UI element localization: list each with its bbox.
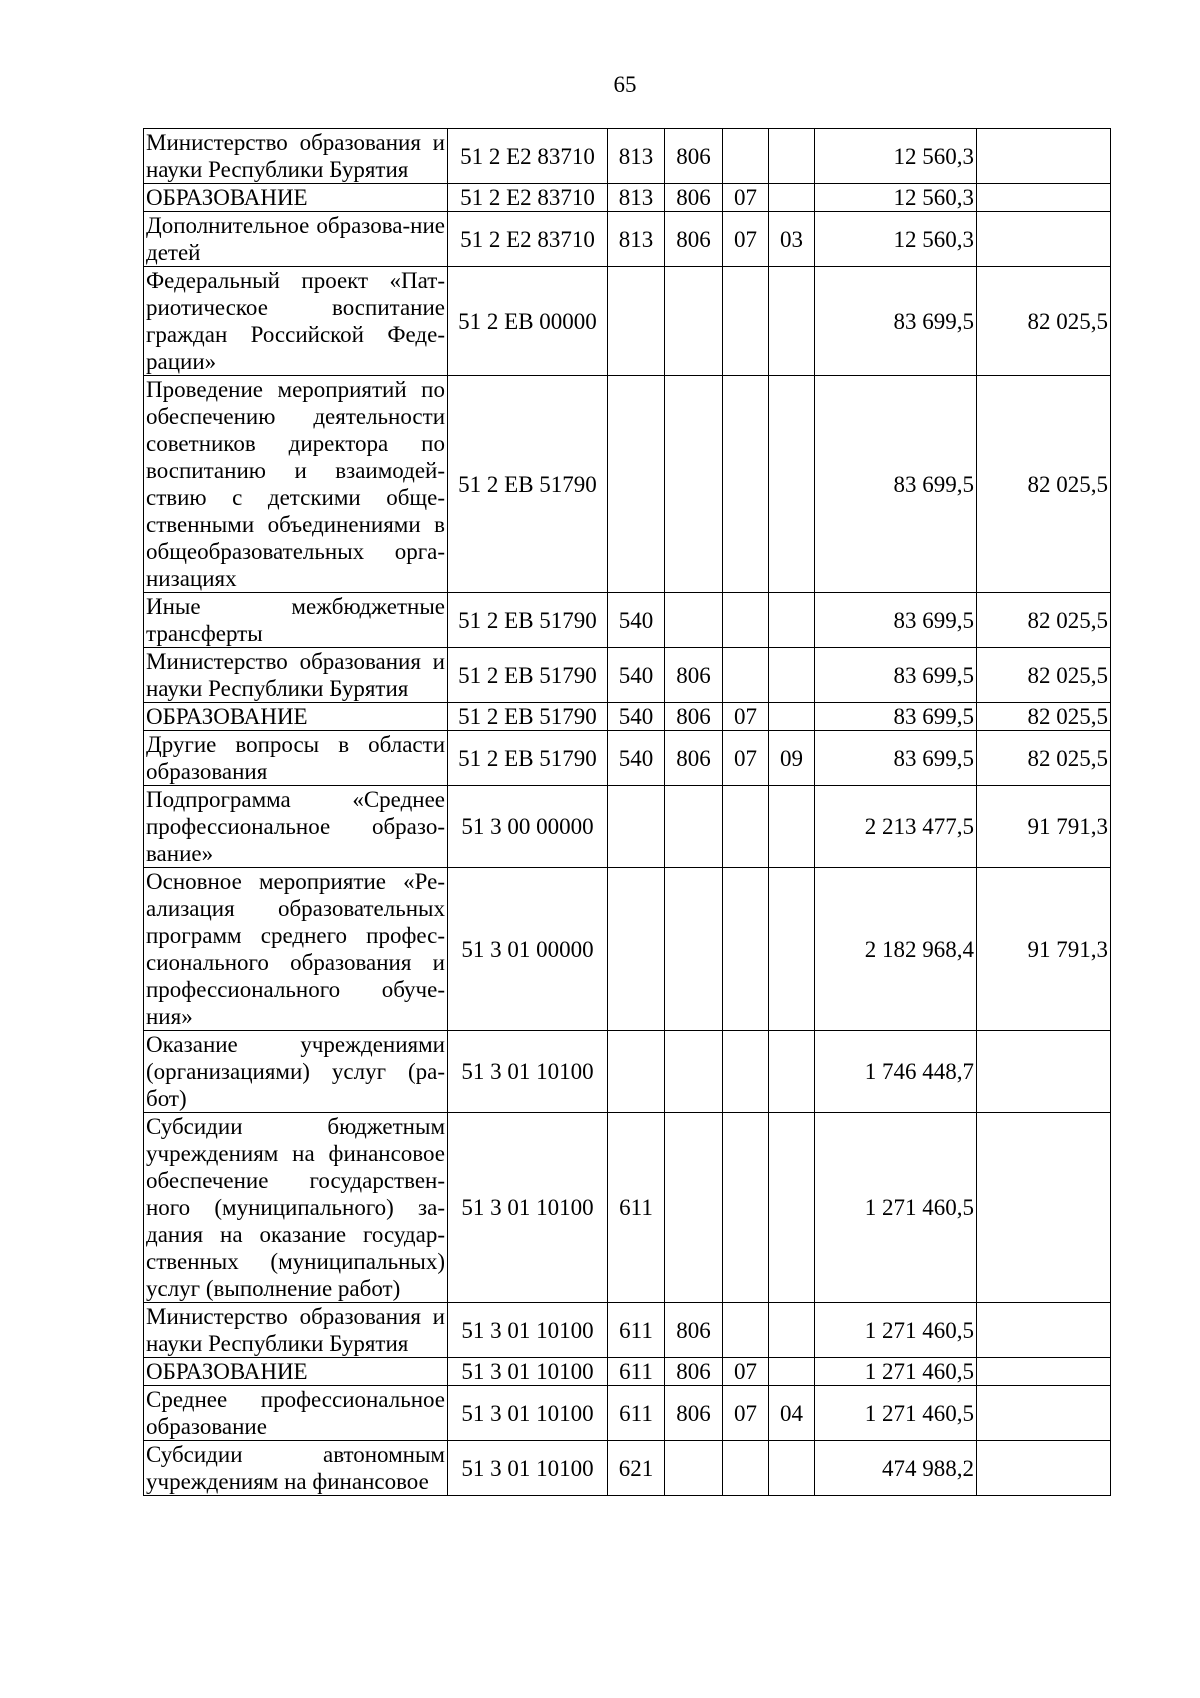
amount-cell: 1 271 460,5 [815, 1303, 977, 1358]
budget-table [143, 128, 1111, 1496]
target-code-cell: 51 3 01 00000 [448, 868, 608, 1031]
expense-type-cell: 611 [608, 1358, 665, 1386]
amount-cell: 12 560,3 [815, 129, 977, 184]
amount-cell: 2 213 477,5 [815, 786, 977, 868]
expense-type-cell [608, 267, 665, 376]
amount-cell: 1 271 460,5 [815, 1113, 977, 1303]
amount-cell: 474 988,2 [815, 1441, 977, 1496]
expense-type-cell: 540 [608, 648, 665, 703]
subsection-cell [769, 1441, 815, 1496]
subsection-cell [769, 786, 815, 868]
section-cell: 07 [723, 184, 769, 212]
target-code-cell: 51 2 EB 00000 [448, 267, 608, 376]
amount-cell: 83 699,5 [815, 267, 977, 376]
target-code-cell: 51 3 00 00000 [448, 786, 608, 868]
section-cell [723, 376, 769, 593]
federal-amount-cell [977, 129, 1111, 184]
amount-cell: 1 271 460,5 [815, 1358, 977, 1386]
federal-amount-cell [977, 1358, 1111, 1386]
federal-amount-cell: 91 791,3 [977, 786, 1111, 868]
federal-amount-cell [977, 1303, 1111, 1358]
ministry-code-cell [665, 376, 723, 593]
subsection-cell: 04 [769, 1386, 815, 1441]
section-cell: 07 [723, 731, 769, 786]
federal-amount-cell: 82 025,5 [977, 703, 1111, 731]
federal-amount-cell: 91 791,3 [977, 868, 1111, 1031]
expense-type-cell: 540 [608, 731, 665, 786]
ministry-code-cell: 806 [665, 648, 723, 703]
section-cell [723, 267, 769, 376]
row-name-cell: Министерство образования и науки Республики Бурятия [144, 648, 448, 703]
subsection-cell [769, 376, 815, 593]
table-row [144, 184, 1111, 212]
ministry-code-cell: 806 [665, 212, 723, 267]
subsection-cell [769, 1031, 815, 1113]
target-code-cell: 51 3 01 10100 [448, 1303, 608, 1358]
expense-type-cell: 611 [608, 1386, 665, 1441]
amount-cell: 83 699,5 [815, 376, 977, 593]
subsection-cell [769, 1113, 815, 1303]
expense-type-cell: 611 [608, 1303, 665, 1358]
table-row [144, 129, 1111, 184]
table-row [144, 593, 1111, 648]
table-row [144, 731, 1111, 786]
section-cell: 07 [723, 703, 769, 731]
row-name-cell: Министерство образования и науки Республики Бурятия [144, 129, 448, 184]
amount-cell: 12 560,3 [815, 184, 977, 212]
row-name-cell: Федеральный проект «Пат-риотическое воспитание граждан Российской Феде-рации» [144, 267, 448, 376]
section-cell [723, 786, 769, 868]
expense-type-cell [608, 1031, 665, 1113]
expense-type-cell: 540 [608, 703, 665, 731]
target-code-cell: 51 3 01 10100 [448, 1113, 608, 1303]
section-cell [723, 1031, 769, 1113]
table-row [144, 267, 1111, 376]
target-code-cell: 51 3 01 10100 [448, 1358, 608, 1386]
row-name-cell: Министерство образования и науки Республики Бурятия [144, 1303, 448, 1358]
row-name-cell: Проведение мероприятий по обеспечению деятельности советников директора по воспитанию и взаимодей-ствию с детскими обще-ственными объединениями в общеобразовательных орга-низациях [144, 376, 448, 593]
table-row [144, 376, 1111, 593]
section-cell [723, 1113, 769, 1303]
section-cell [723, 1441, 769, 1496]
federal-amount-cell: 82 025,5 [977, 376, 1111, 593]
subsection-cell [769, 267, 815, 376]
ministry-code-cell [665, 786, 723, 868]
row-name-cell: Подпрограмма «Среднее профессиональное образо-вание» [144, 786, 448, 868]
ministry-code-cell: 806 [665, 731, 723, 786]
federal-amount-cell: 82 025,5 [977, 267, 1111, 376]
federal-amount-cell [977, 1031, 1111, 1113]
section-cell: 07 [723, 1386, 769, 1441]
amount-cell: 1 271 460,5 [815, 1386, 977, 1441]
subsection-cell: 03 [769, 212, 815, 267]
amount-cell: 12 560,3 [815, 212, 977, 267]
expense-type-cell: 611 [608, 1113, 665, 1303]
table-row [144, 1113, 1111, 1303]
federal-amount-cell [977, 212, 1111, 267]
table-row [144, 1303, 1111, 1358]
amount-cell: 83 699,5 [815, 703, 977, 731]
target-code-cell: 51 3 01 10100 [448, 1441, 608, 1496]
ministry-code-cell [665, 1113, 723, 1303]
row-name-cell: ОБРАЗОВАНИЕ [144, 703, 448, 731]
subsection-cell [769, 1358, 815, 1386]
table-row [144, 1386, 1111, 1441]
federal-amount-cell [977, 1441, 1111, 1496]
federal-amount-cell [977, 1386, 1111, 1441]
subsection-cell [769, 593, 815, 648]
ministry-code-cell [665, 267, 723, 376]
amount-cell: 83 699,5 [815, 731, 977, 786]
subsection-cell [769, 1303, 815, 1358]
subsection-cell [769, 868, 815, 1031]
target-code-cell: 51 3 01 10100 [448, 1386, 608, 1441]
ministry-code-cell: 806 [665, 1358, 723, 1386]
section-cell [723, 593, 769, 648]
ministry-code-cell: 806 [665, 703, 723, 731]
table-row [144, 703, 1111, 731]
amount-cell: 83 699,5 [815, 648, 977, 703]
table-row [144, 212, 1111, 267]
ministry-code-cell [665, 593, 723, 648]
target-code-cell: 51 2 EB 51790 [448, 593, 608, 648]
ministry-code-cell [665, 1031, 723, 1113]
row-name-cell: Оказание учреждениями (организациями) услуг (ра-бот) [144, 1031, 448, 1113]
target-code-cell: 51 2 EB 51790 [448, 648, 608, 703]
table-row [144, 1441, 1111, 1496]
amount-cell: 2 182 968,4 [815, 868, 977, 1031]
target-code-cell: 51 2 E2 83710 [448, 184, 608, 212]
row-name-cell: Иные межбюджетные трансферты [144, 593, 448, 648]
federal-amount-cell: 82 025,5 [977, 593, 1111, 648]
federal-amount-cell: 82 025,5 [977, 731, 1111, 786]
amount-cell: 83 699,5 [815, 593, 977, 648]
row-name-cell: Основное мероприятие «Ре-ализация образовательных программ среднего профес-сионального образования и профессионального обуче-ния» [144, 868, 448, 1031]
page-number: 65 [613, 72, 637, 97]
target-code-cell: 51 3 01 10100 [448, 1031, 608, 1113]
section-cell [723, 1303, 769, 1358]
section-cell [723, 648, 769, 703]
subsection-cell [769, 184, 815, 212]
expense-type-cell [608, 868, 665, 1031]
expense-type-cell [608, 786, 665, 868]
expense-type-cell [608, 376, 665, 593]
amount-cell: 1 746 448,7 [815, 1031, 977, 1113]
table-body [144, 129, 1111, 1496]
table-row [144, 648, 1111, 703]
target-code-cell: 51 2 E2 83710 [448, 212, 608, 267]
target-code-cell: 51 2 EB 51790 [448, 376, 608, 593]
section-cell: 07 [723, 212, 769, 267]
subsection-cell: 09 [769, 731, 815, 786]
subsection-cell [769, 129, 815, 184]
expense-type-cell: 813 [608, 184, 665, 212]
target-code-cell: 51 2 E2 83710 [448, 129, 608, 184]
ministry-code-cell: 806 [665, 1386, 723, 1441]
section-cell: 07 [723, 1358, 769, 1386]
federal-amount-cell [977, 1113, 1111, 1303]
row-name-cell: Среднее профессиональное образование [144, 1386, 448, 1441]
subsection-cell [769, 648, 815, 703]
row-name-cell: Субсидии бюджетным учреждениям на финансовое обеспечение государствен-ного (муниципального) за-дания на оказание государ-ственных (муниципальных) услуг (выполнение работ) [144, 1113, 448, 1303]
row-name-cell: ОБРАЗОВАНИЕ [144, 1358, 448, 1386]
row-name-cell: Субсидии автономным учреждениям на финансовое [144, 1441, 448, 1496]
expense-type-cell: 621 [608, 1441, 665, 1496]
row-name-cell: Дополнительное образова-ние детей [144, 212, 448, 267]
expense-type-cell: 813 [608, 129, 665, 184]
table-row [144, 786, 1111, 868]
ministry-code-cell: 806 [665, 184, 723, 212]
table-row [144, 1358, 1111, 1386]
ministry-code-cell: 806 [665, 129, 723, 184]
table-row [144, 868, 1111, 1031]
federal-amount-cell [977, 184, 1111, 212]
ministry-code-cell: 806 [665, 1303, 723, 1358]
row-name-cell: ОБРАЗОВАНИЕ [144, 184, 448, 212]
section-cell [723, 868, 769, 1031]
section-cell [723, 129, 769, 184]
ministry-code-cell [665, 868, 723, 1031]
expense-type-cell: 540 [608, 593, 665, 648]
subsection-cell [769, 703, 815, 731]
expense-type-cell: 813 [608, 212, 665, 267]
target-code-cell: 51 2 EB 51790 [448, 731, 608, 786]
row-name-cell: Другие вопросы в области образования [144, 731, 448, 786]
table-row [144, 1031, 1111, 1113]
ministry-code-cell [665, 1441, 723, 1496]
target-code-cell: 51 2 EB 51790 [448, 703, 608, 731]
federal-amount-cell: 82 025,5 [977, 648, 1111, 703]
